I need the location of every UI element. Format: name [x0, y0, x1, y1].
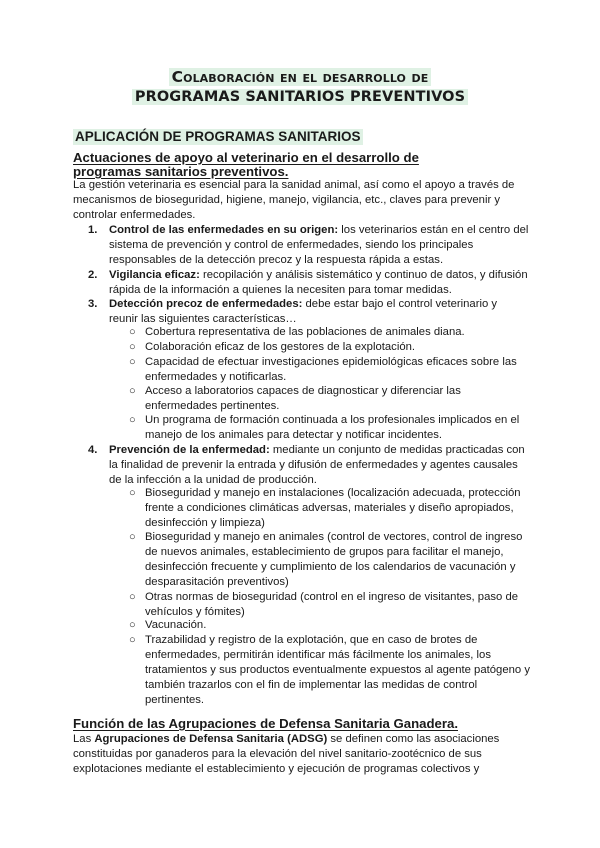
list-item — [109, 223, 529, 268]
item-label: Detección precoz de enfermedades: — [109, 298, 303, 310]
bullet-circle-icon: ○ — [129, 326, 136, 338]
sub-list-item: Trazabilidad y registro de la explotación, que en caso de brotes de enfermedades, permitirán identificar más fácilmente los animales, los tratamientos y sus productos eventualmente expuestos al agente patógeno y también trazarlos con el fin de implementar las medidas de control pertinentes. — [145, 634, 530, 706]
item-number: 3. — [88, 298, 98, 310]
section2-intro-bold: Agrupaciones de Defensa Sanitaria (ADSG) — [94, 733, 328, 745]
sub-list-item: Capacidad de efectuar investigaciones epidemiológicas eficaces sobre las enfermedades y notificarlas. — [145, 356, 517, 383]
bullet-circle-icon: ○ — [129, 356, 136, 368]
bullet-circle-icon: ○ — [129, 341, 136, 353]
bullet-circle-icon: ○ — [129, 487, 136, 499]
item-text: los veterinarios están en el centro del sistema de prevención y control de enfermedades, siendo los principales responsables de la detección precoz y la respuesta rápida a estas. — [109, 224, 529, 266]
sub-list-item: Otras normas de bioseguridad (control en el ingreso de visitantes, paso de vehículos y fómites) — [145, 591, 519, 618]
intro-paragraph: La gestión veterinaria es esencial para la sanidad animal, así como el apoyo a través de mecanismos de bioseguridad, higiene, manejo, vigilancia, etc., claves para prevenir y controlar enfermedades. — [73, 179, 515, 221]
item-number: 4. — [88, 444, 98, 456]
section2-intro-rest: se definen como las asociaciones constituidas por ganaderos para la elevación del nivel sanitario-zootécnico de sus explotaciones mediante el establecimiento y ejecución de programas colectivos y — [73, 733, 500, 775]
item-label: Prevención de la enfermedad: — [109, 444, 270, 456]
item-text: debe estar bajo el control veterinario y reunir las siguientes características… — [109, 298, 498, 325]
sub-list-item: Un programa de formación continuada a los profesionales implicados en el manejo de los animales para detectar y notificar incidentes. — [145, 414, 520, 441]
sub-list-item: Acceso a laboratorios capaces de diagnosticar y diferenciar las enfermedades pertinentes. — [145, 385, 461, 412]
bullet-circle-icon: ○ — [129, 619, 136, 631]
page-title-line2: PROGRAMAS SANITARIOS PREVENTIVOS — [132, 89, 468, 105]
sub-list-item: Vacunación. — [145, 619, 207, 631]
item-label: Vigilancia eficaz: — [109, 269, 200, 281]
bullet-circle-icon: ○ — [129, 634, 136, 646]
item-label: Control de las enfermedades en su origen: — [109, 224, 339, 236]
item-text: mediante un conjunto de medidas practicadas con la finalidad de prevenir la entrada y difusión de enfermedades y agentes causales de la infección a la unidad de producción. — [109, 444, 525, 486]
page-title-line1: Colaboración en el desarrollo de — [169, 68, 432, 86]
list-item — [109, 297, 529, 327]
section2-subheading: Función de las Agrupaciones de Defensa Sanitaria Ganadera. — [73, 716, 458, 731]
sub-list-item: Bioseguridad y manejo en animales (control de vectores, control de ingreso de nuevos animales, establecimiento de grupos para facilitar el manejo, desinfección frecuente y cumplimiento de los calendarios de vacunación y desparasitación preventivos) — [145, 531, 523, 588]
sub-list-item: Colaboración eficaz de los gestores de la explotación. — [145, 341, 416, 353]
list-item — [109, 443, 529, 488]
section2-paragraph — [73, 732, 528, 777]
section-heading: APLICACIÓN DE PROGRAMAS SANITARIOS — [75, 129, 361, 144]
subheading-line1: Actuaciones de apoyo al veterinario en el desarrollo de — [73, 150, 419, 165]
bullet-circle-icon: ○ — [129, 531, 136, 543]
section2-intro-prefix: Las — [73, 733, 95, 745]
item-number: 1. — [88, 224, 98, 236]
sub-list-item: Bioseguridad y manejo en instalaciones (localización adecuada, protección frente a condiciones climáticas adversas, materiales y diseño apropiados, desinfección y limpieza) — [145, 487, 521, 529]
item-number: 2. — [88, 269, 98, 281]
page-title — [0, 68, 600, 107]
bullet-circle-icon: ○ — [129, 414, 136, 426]
list-item — [109, 268, 529, 298]
bullet-circle-icon: ○ — [129, 591, 136, 603]
sub-list-item: Cobertura representativa de las poblaciones de animales diana. — [145, 326, 465, 338]
bullet-circle-icon: ○ — [129, 385, 136, 397]
subheading-line2: programas sanitarios preventivos. — [73, 164, 289, 179]
item-text: recopilación y análisis sistemático y continuo de datos, y difusión rápida de la información a quienes la necesiten para tomar medidas. — [109, 269, 528, 296]
